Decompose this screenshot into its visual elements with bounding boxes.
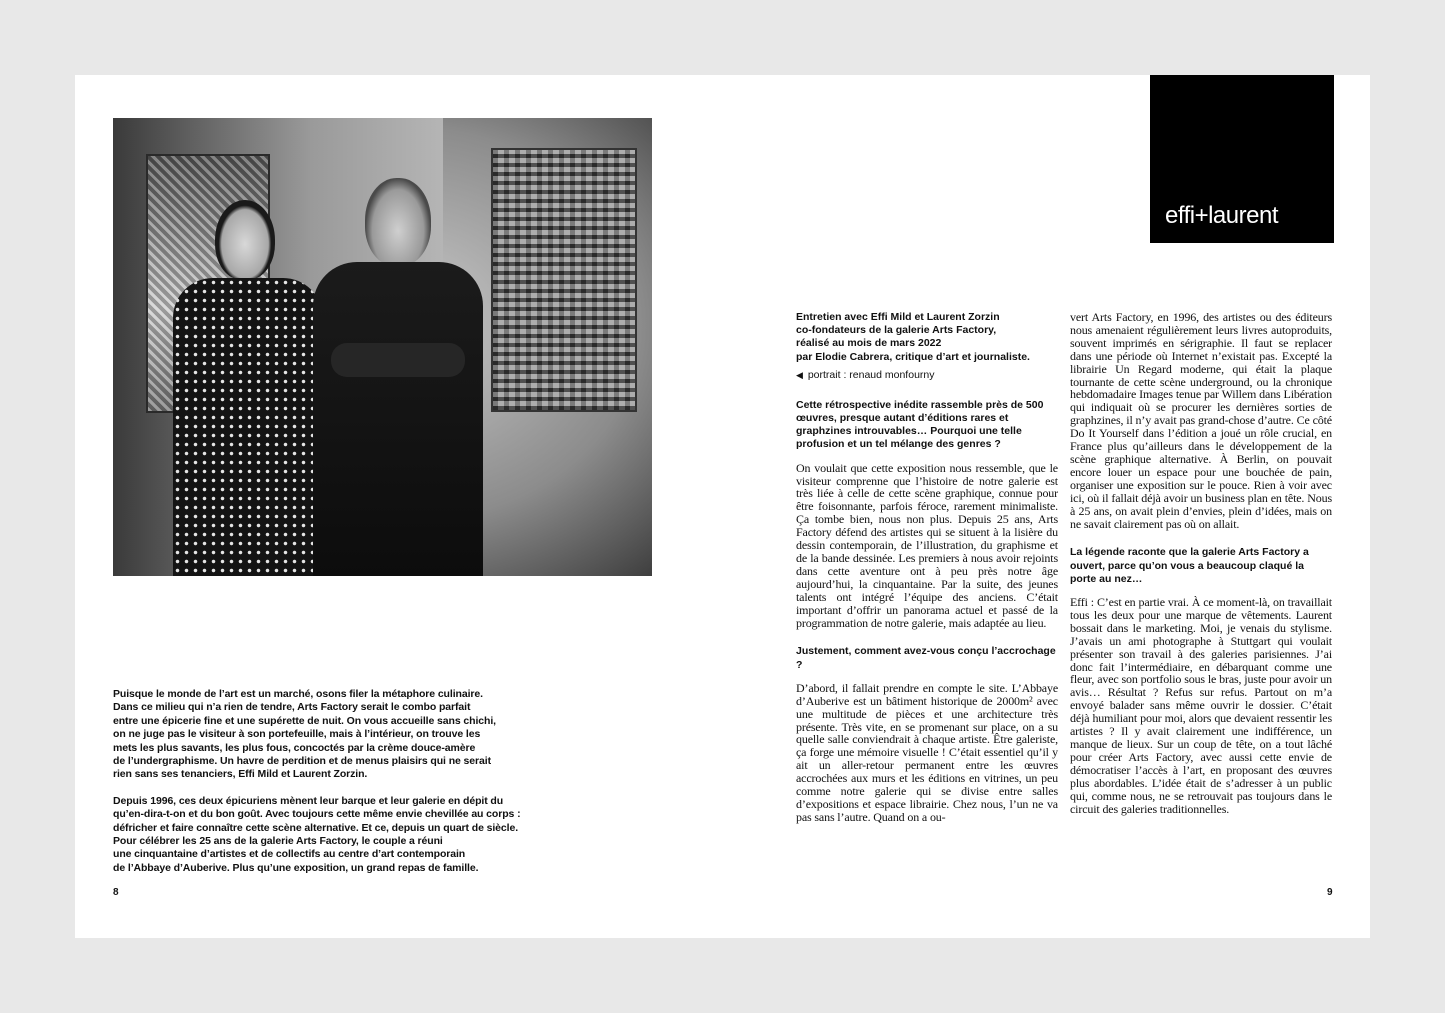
portrait-man <box>313 178 483 576</box>
portrait-photo <box>113 118 652 576</box>
magazine-spread <box>75 75 1370 938</box>
answer: On voulait que cette exposition nous ressemble, que le visiteur comprenne que l’histoire de notre galerie est très liée à celle de cette scène graphique, connue pour être foisonnante, parfois féroce, rarement minimaliste. Ça tombe bien, nous non plus. Depuis 25 ans, Arts Factory défend des artistes qui se situent à la lisière du dessin contemporain, de l’illustration, du graphisme et de la bande dessinée. Les premiers à nous avoir rejoints dans cette aventure ont à peu près notre âge aujourd’hui, la cinquantaine. Par la suite, des jeunes talents ont intégré l’équipe des anciens. C’était important d’offrir un panorama actuel et passé de la programmation de notre galerie, mais adaptée au lieu. <box>796 460 1058 630</box>
question: Justement, comment avez-vous conçu l’accrochage ? <box>796 645 1056 671</box>
photo-credit <box>796 369 1058 382</box>
question: Cette rétrospective inédite rassemble près de 500 œuvres, presque autant d’éditions rares et graphzines introuvables… Pourquoi une telle profusion et un tel mélange des genres ? <box>796 398 1044 451</box>
question: La légende raconte que la galerie Arts Factory a ouvert, parce qu’on vous a beaucoup claqué la porte au nez… <box>1070 546 1309 585</box>
interview-intro: Entretien avec Effi Mild et Laurent Zorzin co-fondateurs de la galerie Arts Factory, réalisé au mois de mars 2022 par Elodie Cabrera, critique d’art et journaliste. <box>796 311 1030 363</box>
intro-paragraph: Puisque le monde de l’art est un marché, osons filer la métaphore culinaire. Dans ce milieu qui n’a rien de tendre, Arts Factory serait le combo parfait entre une épicerie fine et une supérette de nuit. On vous accueille sans chichi, on ne juge pas le visiteur à son portefeuille, mais à l’intérieur, on trouve les mets les plus savants, les plus fous, concoctés par la crème douce-amère de l’undergraphisme. Un havre de perdition et de menus plaisirs qui ne serait rien sans ses tenanciers, Effi Mild et Laurent Zorzin. <box>113 688 496 781</box>
intro-paragraph: Depuis 1996, ces deux épicuriens mènent leur barque et leur galerie en dépit du qu’en-dira-t-on et du bon goût. Avec toujours cette même envie chevillée au corps : défricher et faire connaître cette scène alternative. Et ce, depuis un quart de siècle. Pour célébrer les 25 ans de la galerie Arts Factory, le couple a réuni une cinquantaine d’artistes et de collectifs au centre d’art contemporain de l’Abbaye d’Auberive. Plus qu’une exposition, un grand repas de famille. <box>113 794 521 874</box>
article-column-1 <box>796 311 1058 840</box>
page-number-left: 8 <box>113 887 119 898</box>
portrait-woman <box>173 200 323 576</box>
left-page-intro <box>113 688 553 888</box>
photo-credit-text: portrait : renaud monfourny <box>807 368 935 381</box>
answer-continued: vert Arts Factory, en 1996, des artistes ou des éditeurs nous amenaient régulièrement leurs livres autoproduits, souvent imprimés en sérigraphie. Il faut se replacer dans une période où Internet n’existait pas. Excepté la librairie Un Regard moderne, qui était la plaque tournante de cette scène underground, ou la chronique hebdomadaire Images tenue par Willem dans Libération qui indiquait où se procurer les dernières sorties de graphzines, il n’y avait pas grand-chose d’autre. Ce côté Do It Yourself dans l’édition a joué un rôle crucial, en France plus qu’ailleurs dans le développement de la scène graphique alternative. À Berlin, on pouvait encore louer un espace pour une bouchée de pain, organiser une exposition sur le pouce. Rien à voir avec ici, où il fallait déjà avoir un business plan en tête. Nous à 25 ans, on avait plein d’envies, plein d’idées, mais on ne savait clairement pas où on allait. <box>1070 310 1332 531</box>
article-column-2 <box>1070 311 1332 831</box>
answer: Effi : C’est en partie vrai. À ce moment-là, on travaillait tous les deux pour une marque de vêtements. Laurent bossait dans le marketing. Moi, je venais du stylisme. J’avais un ami photographe à Stuttgart qui voulait présenter son travail à des galeries parisiennes. J’ai donc fait l’intermédiaire, en débarquant comme une fleur, avec son portfolio sous le bras, juste pour avoir un avis… Résultat ? Refus sur refus. Partout on m’a envoyé balader sans même ouvrir le dossier. C’était déjà humiliant pour moi, alors que devaient ressentir les artistes ? Il y avait clairement une indifférence, un manque de lieux. Sur un coup de tête, on a tout lâché pour créer Arts Factory, avec aussi cette envie de démocratiser l’accès à l’art, en proposant des œuvres plus abordables. L’idée était de s’adresser à un public qui, comme nous, ne se retrouvait pas toujours dans le circuit des galeries traditionnelles. <box>1070 595 1332 816</box>
page-number-right: 9 <box>1327 887 1333 898</box>
section-tag <box>1150 75 1334 243</box>
answer: D’abord, il fallait prendre en compte le site. L’Abbaye d’Auberive est un bâtiment historique de 2000m² avec une multitude de pièces et une architecture très présente. Très vite, en se promenant sur place, on a su quelle salle conviendrait à chaque artiste. Être galeriste, ça forge une mémoire visuelle ! C’était essentiel qu’il y ait un aller-retour permanent entre les œuvres accrochées aux murs et les éditions en vitrines, un peu comme notre galerie qui se divise entre salles d’expositions et espace librairie. Chez nous, l’un ne va pas sans l’autre. Quand on a ou- <box>796 680 1058 824</box>
section-tag-label: effi+laurent <box>1165 202 1278 229</box>
arrow-left-icon: ◀ <box>796 369 803 380</box>
artwork-right <box>491 148 637 412</box>
